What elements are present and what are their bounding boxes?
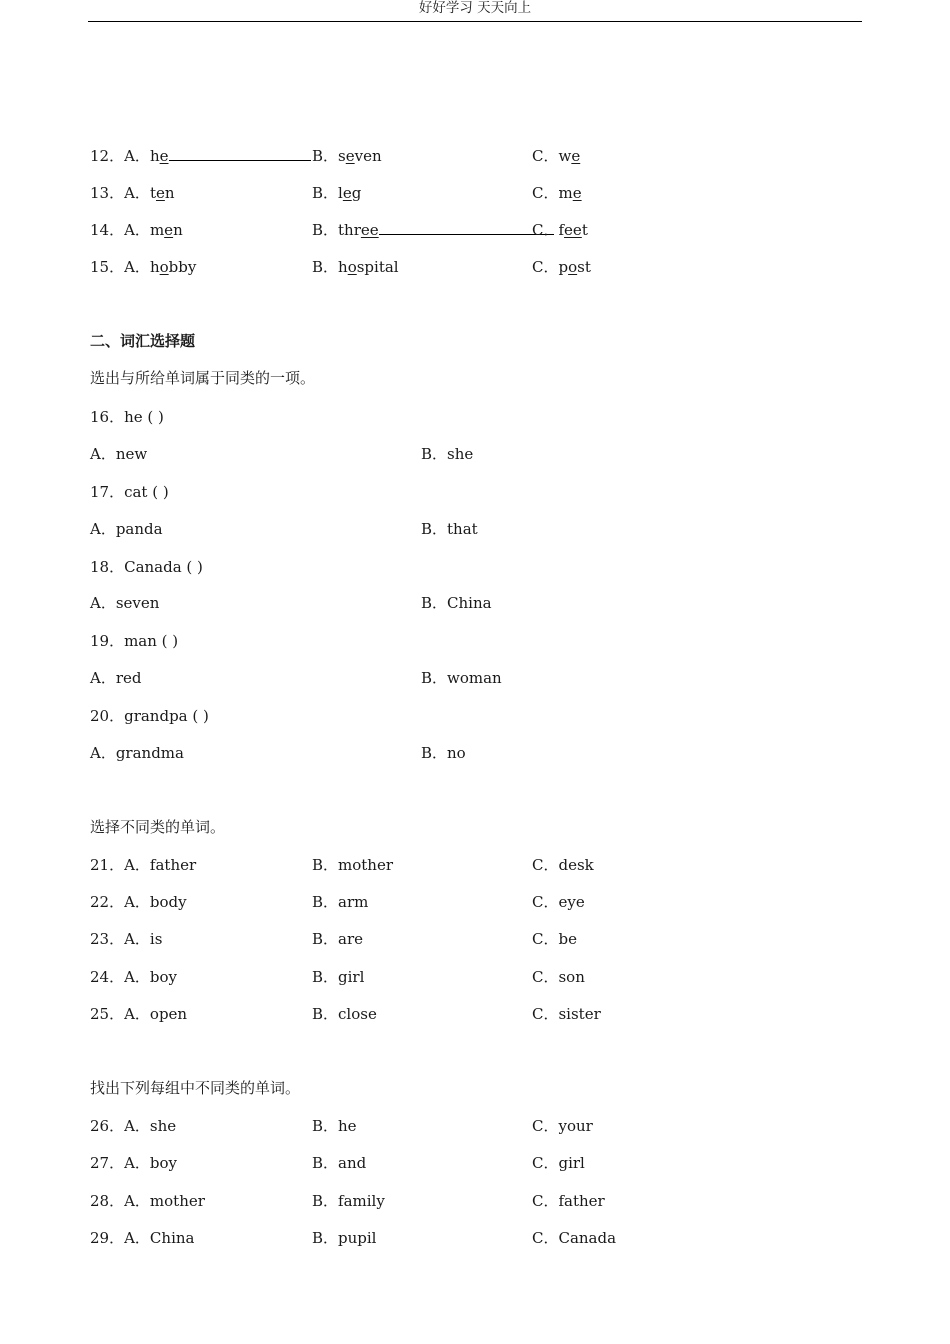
option-c: C．eye [532,893,585,911]
option-c: C．Canada [532,1229,617,1247]
underlined-letters: o [159,258,169,276]
question-stem: 19．man ( ) [90,632,179,650]
page-header: 好好学习 天天向上 [88,0,862,22]
instruction: 选择不同类的单词。 [90,818,226,836]
option-b [312,183,361,203]
question-row [90,929,162,949]
option-b: B．woman [421,669,502,687]
option-c [532,257,591,277]
word-part: spital [356,258,399,276]
word-part: t [149,184,156,202]
option-a: A．boy [124,968,178,986]
word-part: ven [354,147,382,165]
section-heading: 二、词汇选择题 [90,332,196,350]
option-b: B．that [421,520,478,538]
question-12 [90,146,311,166]
option-label: B． [312,221,339,239]
question-row [90,967,177,987]
word-part: g [351,184,362,202]
option-b: B．and [312,1154,367,1172]
word-part: w [558,147,572,165]
question-15 [90,257,196,277]
option-b [312,146,382,166]
word-part: n [164,184,175,202]
underlined-letters: ee [360,221,379,239]
option-a: A．panda [90,520,163,538]
word-part: s [338,147,346,165]
option-b: B．she [421,445,474,463]
question-number: 22． [90,893,125,911]
question-number: 15． [90,258,125,276]
word-part: thr [338,221,361,239]
option-label: A． [124,258,150,276]
underline-blank [169,148,311,161]
option-c: C．girl [532,1154,585,1172]
underlined-letters: e [571,147,581,165]
word-part: h [149,147,160,165]
question-number: 21． [90,856,125,874]
option-b: B．China [421,594,492,612]
word-part: t [581,221,588,239]
question-number: 27． [90,1154,125,1172]
option-c [532,183,582,203]
option-a: A．seven [90,594,160,612]
underline-blank [379,222,554,235]
option-c: C．sister [532,1005,601,1023]
question-row [90,892,187,912]
option-b: B．mother [312,856,394,874]
option-b: B．he [312,1117,357,1135]
option-a: A．new [90,445,148,463]
option-label: C． [532,258,559,276]
question-number: 25． [90,1005,125,1023]
option-label: A． [124,184,150,202]
question-number: 26． [90,1117,125,1135]
option-c [532,146,580,166]
option-b: B．no [421,744,466,762]
word-part: l [338,184,343,202]
underlined-letters: o [568,258,578,276]
question-number: 28． [90,1192,125,1210]
option-label: C． [532,147,559,165]
question-stem: 16．he ( ) [90,408,164,426]
option-a: A．red [90,669,142,687]
word-part: n [173,221,183,239]
question-stem: 17．cat ( ) [90,483,169,501]
option-b: B．are [312,930,364,948]
underlined-letters: e [345,147,355,165]
option-b: B．arm [312,893,369,911]
option-a: A．body [124,893,187,911]
underlined-letters: e [342,184,352,202]
option-b [312,220,554,240]
word-part: m [558,184,573,202]
option-c: C．your [532,1117,593,1135]
question-stem: 18．Canada ( ) [90,558,203,576]
word-part: p [558,258,569,276]
option-c: C．son [532,968,585,986]
question-row [90,1004,187,1024]
word-part: st [577,258,591,276]
option-a: A．mother [124,1192,205,1210]
instruction: 找出下列每组中不同类的单词。 [90,1079,301,1097]
question-number: 12． [90,147,125,165]
option-label: B． [312,258,339,276]
option-a: A．boy [124,1154,178,1172]
question-row [90,1191,205,1211]
question-row [90,1153,177,1173]
question-stem: 20．grandpa ( ) [90,707,209,725]
option-a: A．open [124,1005,188,1023]
option-b [312,257,399,277]
option-c: C．be [532,930,577,948]
option-a: A．she [124,1117,177,1135]
option-a: A．is [124,930,163,948]
option-b: B．family [312,1192,385,1210]
word-part: f [558,221,565,239]
word-part: bby [168,258,197,276]
option-label: C． [532,184,559,202]
question-row [90,855,196,875]
option-a: A．father [124,856,197,874]
underlined-letters: e [164,221,174,239]
underlined-letters: e [155,184,165,202]
option-c [532,220,588,240]
question-14 [90,220,183,240]
option-b: B．girl [312,968,365,986]
instruction: 选出与所给单词属于同类的一项。 [90,369,316,387]
question-number: 14． [90,221,125,239]
question-number: 29． [90,1229,125,1247]
word-part: h [338,258,348,276]
word-part: h [149,258,160,276]
question-row [90,1228,194,1248]
option-a: A．China [124,1229,195,1247]
option-c: C．father [532,1192,605,1210]
option-c: C．desk [532,856,594,874]
question-number: 13． [90,184,125,202]
question-row [90,1116,176,1136]
option-label: A． [124,147,150,165]
option-label: B． [312,147,339,165]
question-13 [90,183,175,203]
underlined-letters: e [572,184,582,202]
option-a: A．grandma [90,744,184,762]
underlined-letters: ee [564,221,582,239]
option-label: B． [312,184,339,202]
word-part: m [149,221,165,239]
option-b: B．close [312,1005,377,1023]
underlined-letters: e [159,147,169,165]
underlined-letters: o [347,258,357,276]
question-number: 23． [90,930,125,948]
option-b: B．pupil [312,1229,377,1247]
option-label: C． [532,221,559,239]
question-number: 24． [90,968,125,986]
option-label: A． [124,221,150,239]
